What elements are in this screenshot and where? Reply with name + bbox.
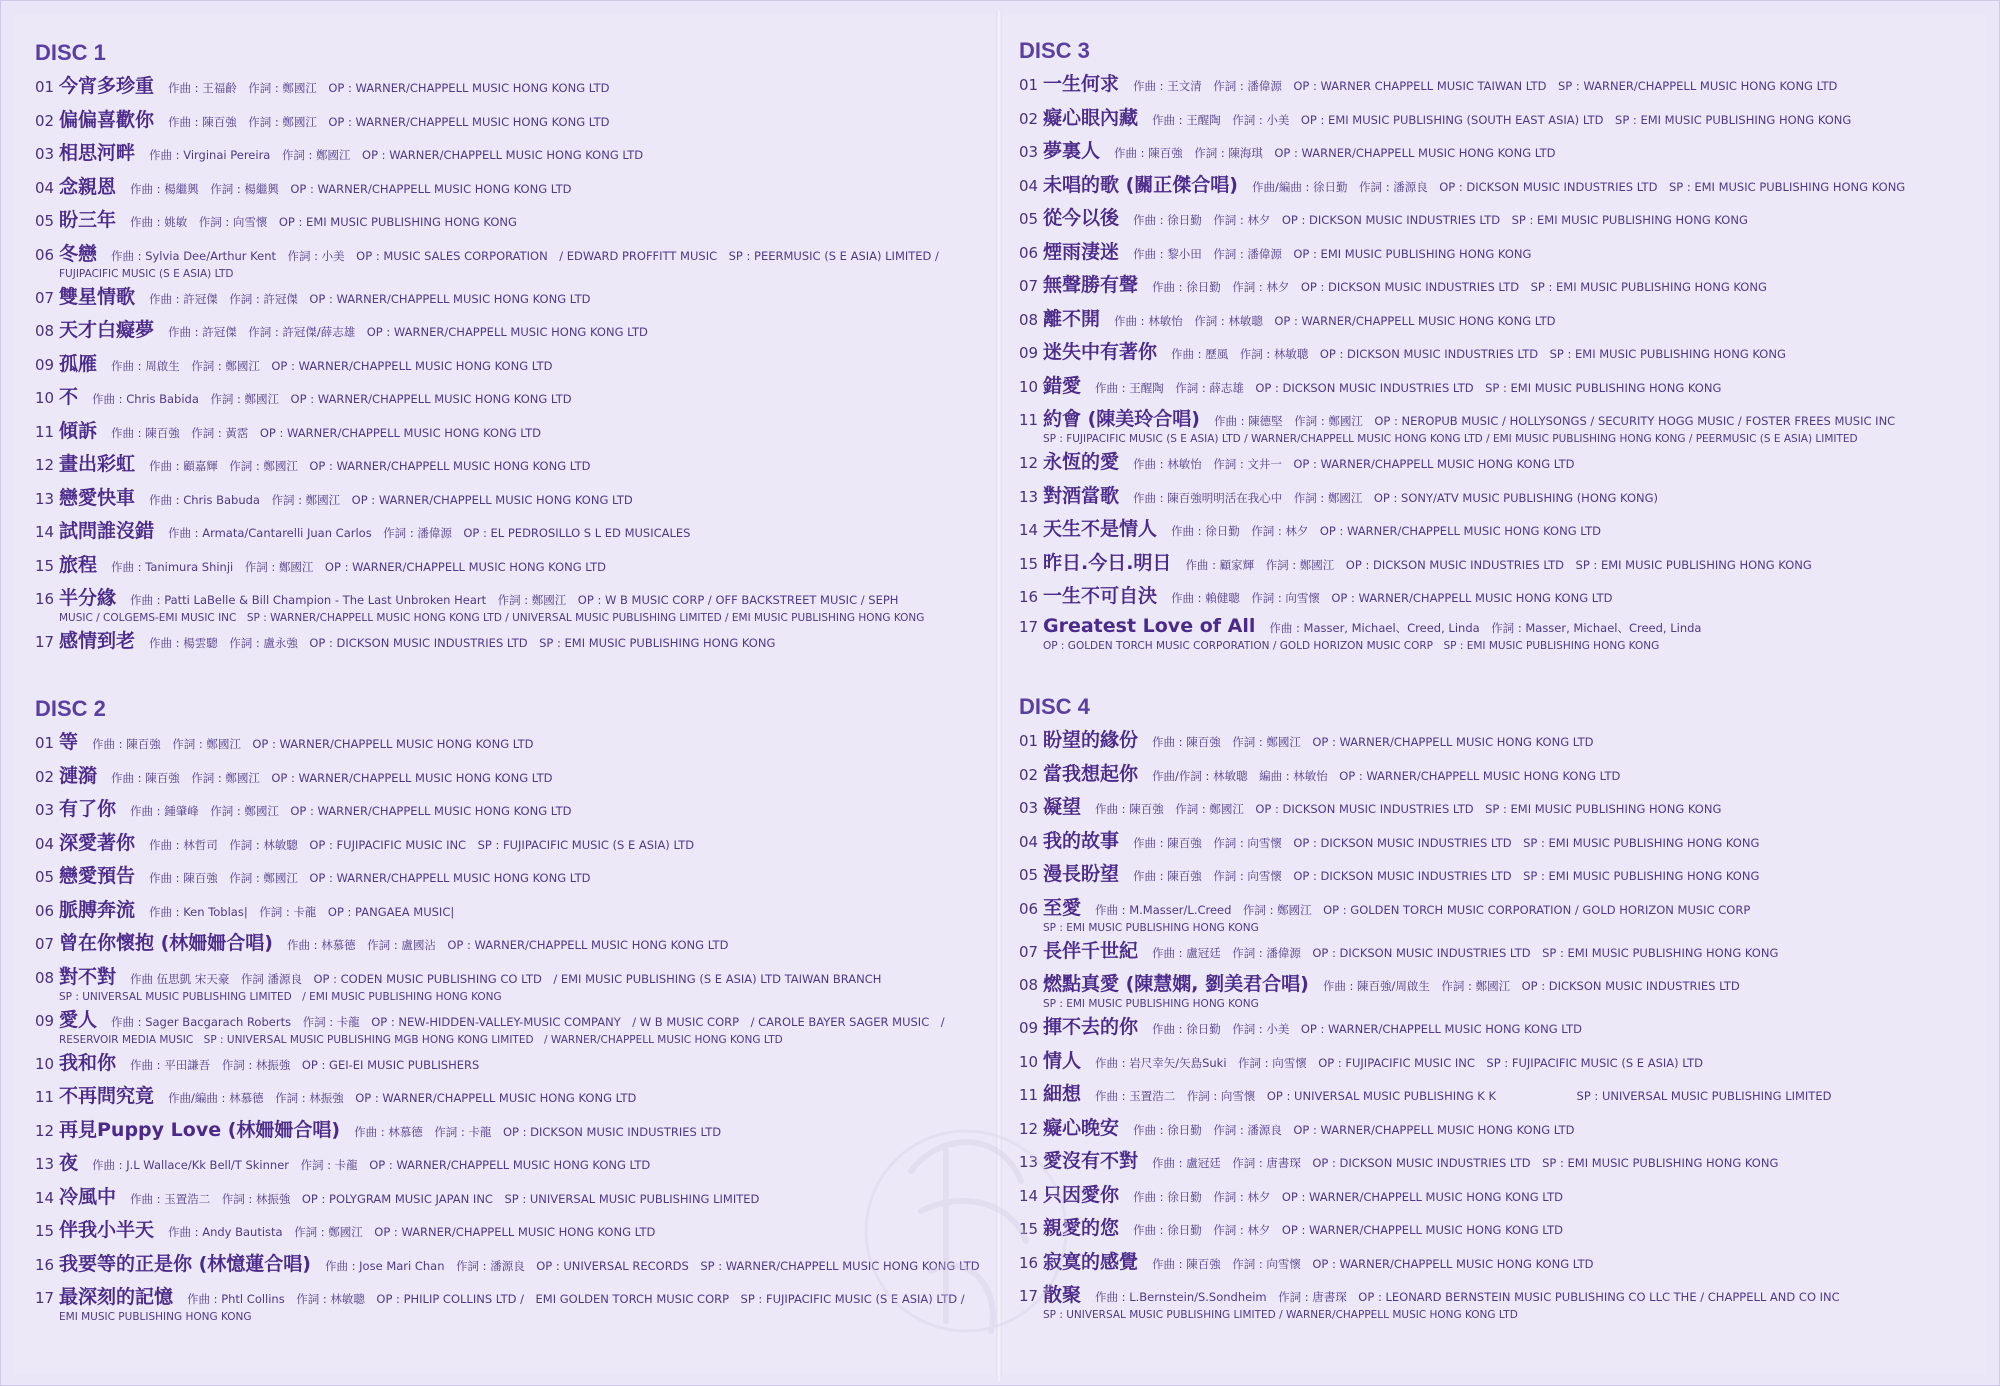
track-row [35,172,995,206]
track-title: 盼望的緣份 [1043,729,1139,751]
track-row [35,727,995,761]
track-credits-continued: SP : UNIVERSAL MUSIC PUBLISHING LIMITED / WARNER/CHAPPELL MUSIC HONG KONG LTD [1043,1309,1518,1321]
track-credits-continued: FUJIPACIFIC MUSIC (S E ASIA) LTD [59,267,234,280]
track-number: 03 [35,145,55,163]
track-title: 漣漪 [59,764,98,787]
track-number: 06 [1019,243,1039,262]
track-row [1019,203,1979,237]
track-title: 天才白癡夢 [59,319,155,341]
track-number: 06 [35,245,55,264]
track-credits: 作曲 : 玉置浩二 作詞 : 向雪懷 OP : UNIVERSAL MUSIC PUBLISHING K K SP : UNIVERSAL MUSIC PUBLISHING LIMITED [1095,1089,1832,1103]
track-credits: 作曲 : 徐日勤 作詞 : 林夕 OP : WARNER/CHAPPELL MUSIC HONG KONG LTD [1171,524,1601,538]
track-title: 錯愛 [1043,374,1082,397]
track-title: 昨日.今日.明日 [1043,551,1172,574]
track-credits: 作曲 : L.Bernstein/S.Sondheim 作詞 : 唐書琛 OP : LEONARD BERNSTEIN MUSIC PUBLISHING CO LLC THE / CHAPPELL AND CO INC [1095,1290,1840,1304]
track-title: 戀愛快車 [59,486,136,509]
track-credits: 作曲 : 徐日勤 作詞 : 林夕 OP : WARNER/CHAPPELL MUSIC HONG KONG LTD [1133,1223,1563,1237]
track-title: 夢裏人 [1043,140,1101,162]
track-credits: 作曲 : Tanimura Shinji 作詞 : 鄭國江 OP : WARNER/CHAPPELL MUSIC HONG KONG LTD [111,559,606,574]
track-row [1019,136,1979,170]
track-title: 迷失中有著你 [1043,341,1158,363]
track-row [1019,792,1979,826]
track-row [35,626,995,660]
track-credits: 作曲 : 林慕德 作詞 : 盧國沾 OP : WARNER/CHAPPELL MUSIC HONG KONG LTD [286,938,729,952]
track-credits: 作曲 : Armata/Cantarelli Juan Carlos 作詞 : 潘偉源 OP : EL PEDROSILLO S L ED MUSICALES [168,526,691,540]
track-title: 對不對 [59,965,117,988]
track-title: 凝望 [1043,796,1082,818]
track-number: 11 [1019,1086,1039,1104]
track-credits: 作曲 : 陳百強 作詞 : 鄭國江 OP : WARNER/CHAPPELL MUSIC HONG KONG LTD [149,871,591,885]
track-credits: 作曲 : 陳百強 作詞 : 向雪懷 OP : DICKSON MUSIC INDUSTRIES LTD SP : EMI MUSIC PUBLISHING HONG KONG [1133,869,1760,883]
track-number: 14 [1019,521,1039,539]
track-row [1019,725,1979,759]
track-row [35,239,995,282]
track-number: 05 [35,868,55,886]
track-title: 冷風中 [59,1185,117,1208]
calligraphy-seal-watermark [851,1091,1081,1371]
track-credits: 作曲/編曲 : 徐日勤 作詞 : 潘源良 OP : DICKSON MUSIC INDUSTRIES LTD SP : EMI MUSIC PUBLISHING HONG KONG [1251,179,1906,194]
track-row [1019,893,1979,936]
track-number: 15 [1019,554,1039,573]
track-credits: 作曲 : 賴健聰 作詞 : 向雪懷 OP : WARNER/CHAPPELL MUSIC HONG KONG LTD [1171,591,1613,605]
track-row [1019,69,1979,103]
disc-4-section [1019,689,1979,1323]
track-row [1019,969,1979,1012]
track-title: 愛人 [59,1008,98,1031]
track-title: 傾訴 [59,419,98,442]
track-credits: 作曲 : 徐日勤 作詞 : 小美 OP : WARNER/CHAPPELL MUSIC HONG KONG LTD [1152,1022,1582,1036]
track-title: 今宵多珍重 [59,75,155,97]
track-credits: 作曲 : 陳百強/周啟生 作詞 : 鄭國江 OP : DICKSON MUSIC INDUSTRIES LTD [1322,979,1740,993]
track-title: 一生不可自決 [1043,585,1158,607]
track-credits: 作曲 : 陳百強 作詞 : 鄭國江 OP : WARNER/CHAPPELL MUSIC HONG KONG LTD [1152,735,1594,749]
track-title: 未唱的歌 (關正傑合唱) [1043,173,1238,196]
track-credits: 作曲 : Andy Bautista 作詞 : 鄭國江 OP : WARNER/CHAPPELL MUSIC HONG KONG LTD [168,1225,656,1239]
track-row [1019,304,1979,338]
track-row [1019,337,1979,371]
track-credits: 作曲 : 周啟生 作詞 : 鄭國江 OP : WARNER/CHAPPELL MUSIC HONG KONG LTD [111,358,553,373]
track-number: 12 [35,456,55,474]
track-title: 永恆的愛 [1043,451,1120,473]
track-title: 揮不去的你 [1043,1016,1139,1038]
track-title: 天生不是情人 [1043,518,1158,540]
track-number: 04 [1019,832,1039,851]
track-title: 最深刻的記憶 [59,1286,174,1308]
track-title: 有了你 [59,798,117,820]
track-title: 夜 [59,1152,79,1174]
track-title: 曾在你懷抱 (林姍姍合唱) [59,932,273,954]
track-row [1019,615,1979,655]
track-title: 癡心眼內藏 [1043,106,1139,129]
track-number: 01 [35,78,55,96]
track-row [1019,1213,1979,1247]
track-credits: 作曲 : Ken Toblas| 作詞 : 卡龍 OP : PANGAEA MUSIC| [149,904,455,919]
track-credits: 作曲 : Virginai Pereira 作詞 : 鄭國江 OP : WARNER/CHAPPELL MUSIC HONG KONG LTD [149,148,644,162]
track-credits: 作曲 : 楊雲驄 作詞 : 盧永強 OP : DICKSON MUSIC INDUSTRIES LTD SP : EMI MUSIC PUBLISHING HONG KONG [149,636,776,650]
track-number: 17 [1019,617,1039,636]
track-number: 10 [1019,1052,1039,1071]
track-credits: 作曲/編曲 : 林慕德 作詞 : 林振強 OP : WARNER/CHAPPELL MUSIC HONG KONG LTD [168,1091,637,1105]
track-number: 04 [35,178,55,197]
track-credits: 作曲 : 陳百強 作詞 : 向雪懷 OP : DICKSON MUSIC INDUSTRIES LTD SP : EMI MUSIC PUBLISHING HONG KONG [1133,835,1760,850]
track-credits: 作曲 : Masser, Michael、Creed, Linda 作詞 : Masser, Michael、Creed, Linda [1269,620,1702,635]
track-number: 15 [1019,1220,1039,1238]
track-row [1019,759,1979,793]
track-title: 試問誰沒錯 [59,520,155,542]
track-title: 無聲勝有聲 [1043,274,1139,296]
track-number: 03 [35,801,55,819]
track-number: 16 [1019,1253,1039,1272]
track-credits-continued: SP : EMI MUSIC PUBLISHING HONG KONG [1043,921,1259,934]
track-credits: 作曲 : 楊繼興 作詞 : 楊繼興 OP : WARNER/CHAPPELL MUSIC HONG KONG LTD [130,181,572,196]
track-title: 煙雨淒迷 [1043,240,1120,263]
track-number: 03 [1019,799,1039,817]
track-title: 約會 (陳美玲合唱) [1043,408,1200,430]
track-credits: 作曲 : Chris Babida 作詞 : 鄭國江 OP : WARNER/CHAPPELL MUSIC HONG KONG LTD [92,392,572,406]
track-credits: 作曲 : 陳百強 作詞 : 鄭國江 OP : WARNER/CHAPPELL MUSIC HONG KONG LTD [168,114,610,129]
track-credits: 作曲 : 陳百強 作詞 : 鄭國江 OP : DICKSON MUSIC INDUSTRIES LTD SP : EMI MUSIC PUBLISHING HONG KONG [1095,802,1722,816]
track-credits: 作曲 : 姚敏 作詞 : 向雪懷 OP : EMI MUSIC PUBLISHING HONG KONG [130,215,517,229]
track-number: 02 [1019,109,1039,128]
track-number: 15 [35,1222,55,1240]
track-row [35,205,995,239]
track-title: 燃點真愛 (陳慧嫻, 劉美君合唱) [1043,973,1309,995]
track-number: 13 [35,1155,55,1173]
track-title: 念親恩 [59,175,117,198]
track-title: 至愛 [1043,896,1082,919]
track-number: 01 [1019,732,1039,750]
track-title: 深愛著你 [59,831,136,854]
track-title: 親愛的您 [1043,1217,1120,1239]
track-credits: 作曲 : 陳百強 作詞 : 黃霑 OP : WARNER/CHAPPELL MUSIC HONG KONG LTD [111,425,541,440]
track-title: 等 [59,731,79,753]
track-number: 11 [35,1088,55,1106]
disc-title: DISC 4 [1019,694,1090,719]
track-number: 08 [35,968,55,987]
track-credits: 作曲 : 林敏怡 作詞 : 林敏聰 OP : WARNER/CHAPPELL MUSIC HONG KONG LTD [1114,313,1556,328]
track-credits: 作曲 : 徐日勤 作詞 : 林夕 OP : DICKSON MUSIC INDUSTRIES LTD SP : EMI MUSIC PUBLISHING HONG KONG [1152,280,1767,294]
track-number: 09 [1019,344,1039,362]
track-title: 細想 [1043,1083,1082,1105]
track-credits-continued: SP : EMI MUSIC PUBLISHING HONG KONG [1043,998,1259,1010]
track-credits: 作曲 : Sylvia Dee/Arthur Kent 作詞 : 小美 OP : MUSIC SALES CORPORATION / EDWARD PROFFITT MUSIC SP : PEERMUSIC (S E ASIA) LIMITED / [111,248,939,263]
track-number: 06 [1019,899,1039,918]
track-title: 伴我小半天 [59,1219,155,1241]
track-title: 當我想起你 [1043,762,1139,785]
track-credits: 作曲 : 王福齡 作詞 : 鄭國江 OP : WARNER/CHAPPELL MUSIC HONG KONG LTD [168,81,610,95]
track-row [1019,859,1979,893]
track-number: 11 [35,422,55,441]
track-credits: 作曲 : 陳百強 作詞 : 鄭國江 OP : WARNER/CHAPPELL MUSIC HONG KONG LTD [92,737,534,751]
track-number: 07 [1019,277,1039,295]
track-credits: 作曲 : 王醒陶 作詞 : 小美 OP : EMI MUSIC PUBLISHING (SOUTH EAST ASIA) LTD SP : EMI MUSIC PUBLISHING HONG KONG [1152,112,1852,127]
track-number: 01 [1019,76,1039,94]
track-credits: 作曲 : 盧冠廷 作詞 : 潘偉源 OP : DICKSON MUSIC INDUSTRIES LTD SP : EMI MUSIC PUBLISHING HONG KONG [1152,945,1779,960]
track-title: 盼三年 [59,209,117,231]
track-number: 07 [1019,942,1039,961]
track-title: 只因愛你 [1043,1183,1120,1206]
track-credits: 作曲 : 顧家輝 作詞 : 鄭國江 OP : DICKSON MUSIC INDUSTRIES LTD SP : EMI MUSIC PUBLISHING HONG KONG [1185,557,1812,572]
track-credits: 作曲 : 陳百強 作詞 : 陳海琪 OP : WARNER/CHAPPELL MUSIC HONG KONG LTD [1114,146,1556,160]
track-number: 03 [1019,143,1039,161]
track-row [35,794,995,828]
track-credits: 作曲 : Patti LaBelle & Bill Champion - The Last Unbroken Heart 作詞 : 鄭國江 OP : W B MUSIC CORP / OFF BACKSTREET MUSIC / SEPH [130,593,899,607]
track-number: 17 [1019,1287,1039,1305]
track-row [1019,103,1979,137]
track-number: 04 [35,834,55,853]
track-title: 寂寞的感覺 [1043,1250,1139,1273]
track-credits: 作曲 : J.L Wallace/Kk Bell/T Skinner 作詞 : 卡龍 OP : WARNER/CHAPPELL MUSIC HONG KONG LTD [92,1158,651,1172]
track-row [1019,1113,1979,1147]
track-credits: 作曲 : 玉置浩二 作詞 : 林振強 OP : POLYGRAM MUSIC JAPAN INC SP : UNIVERSAL MUSIC PUBLISHING LIMITED [130,1191,760,1206]
track-credits: 作曲 : 林敏怡 作詞 : 文井一 OP : WARNER/CHAPPELL MUSIC HONG KONG LTD [1133,457,1575,471]
track-credits: 作曲 : 徐日勤 作詞 : 林夕 OP : WARNER/CHAPPELL MUSIC HONG KONG LTD [1133,1189,1563,1204]
track-title: 冬戀 [59,242,98,265]
track-number: 02 [1019,765,1039,784]
track-title: 長伴千世紀 [1043,939,1139,962]
track-row [35,382,995,416]
track-row [1019,548,1979,582]
track-title: 不 [59,386,79,408]
track-row [35,861,995,895]
track-row [1019,1280,1979,1323]
track-title: 癡心晚安 [1043,1116,1120,1139]
disc-3-section [1019,33,1979,655]
track-row [35,828,995,862]
track-row [35,550,995,584]
track-number: 01 [35,734,55,752]
track-title: 我要等的正是你 (林憶蓮合唱) [59,1252,311,1275]
track-credits-continued: RESERVOIR MEDIA MUSIC SP : UNIVERSAL MUSIC PUBLISHING MGB HONG KONG LIMITED / WARNER/CHAPPELL MUSIC HONG KONG LTD [59,1033,783,1046]
track-number: 09 [1019,1019,1039,1037]
track-title: 再見Puppy Love (林姍姍合唱) [59,1118,341,1141]
disc-title: DISC 2 [35,696,106,721]
track-number: 16 [35,1255,55,1274]
track-row [35,761,995,795]
track-row [1019,481,1979,515]
track-title: 孤雁 [59,352,98,375]
track-number: 17 [35,633,55,651]
track-number: 16 [1019,588,1039,606]
track-title: 畫出彩虹 [59,453,136,475]
track-credits: 作曲 : 王文清 作詞 : 潘偉源 OP : WARNER CHAPPELL MUSIC TAIWAN LTD SP : WARNER/CHAPPELL MUSIC HONG KONG LTD [1133,79,1838,93]
track-number: 13 [1019,487,1039,506]
track-credits: 作曲 : 陳百強明明活在我心中 作詞 : 鄭國江 OP : SONY/ATV MUSIC PUBLISHING (HONG KONG) [1133,490,1659,505]
track-row [35,449,995,483]
track-row [1019,514,1979,548]
track-row [35,928,995,962]
track-title: 偏偏喜歡你 [59,108,155,131]
track-number: 07 [35,288,55,307]
track-number: 13 [35,489,55,508]
track-row [35,583,995,626]
disc-title: DISC 3 [1019,38,1090,63]
track-credits: 作曲 : 黎小田 作詞 : 潘偉源 OP : EMI MUSIC PUBLISHING HONG KONG [1133,246,1532,261]
track-title: 對酒當歌 [1043,484,1120,507]
track-number: 07 [35,935,55,953]
track-credits: 作曲 : 王醒陶 作詞 : 薛志雄 OP : DICKSON MUSIC INDUSTRIES LTD SP : EMI MUSIC PUBLISHING HONG KONG [1095,380,1722,395]
track-credits: 作曲 : 顧嘉輝 作詞 : 鄭國江 OP : WARNER/CHAPPELL MUSIC HONG KONG LTD [149,459,591,473]
track-number: 16 [35,590,55,608]
track-title: 旅程 [59,553,98,576]
track-row [1019,1079,1979,1113]
track-credits-continued: OP : GOLDEN TORCH MUSIC CORPORATION / GOLD HORIZON MUSIC CORP SP : EMI MUSIC PUBLISHING HONG KONG [1043,639,1660,652]
track-row [35,516,995,550]
track-credits: 作曲 伍思凱 宋天豪 作詞 潘源良 OP : CODEN MUSIC PUBLISHING CO LTD / EMI MUSIC PUBLISHING (S E ASIA) LTD TAIWAN BRANCH [130,971,882,986]
track-row [35,1048,995,1082]
track-number: 08 [1019,976,1039,994]
track-row [35,282,995,316]
track-number: 11 [1019,411,1039,429]
track-row [1019,170,1979,204]
track-number: 10 [35,1054,55,1073]
track-title: 漫長盼望 [1043,863,1120,885]
track-credits: 作曲 : Sager Bacgarach Roberts 作詞 : 卡龍 OP : NEW-HIDDEN-VALLEY-MUSIC COMPANY / W B MUSIC CORP / CAROLE BAYER SAGER MUSIC / [111,1014,945,1029]
track-number: 09 [35,1011,55,1030]
track-credits: 作曲 : 歷風 作詞 : 林敏聰 OP : DICKSON MUSIC INDUSTRIES LTD SP : EMI MUSIC PUBLISHING HONG KONG [1171,347,1786,361]
track-row [35,962,995,1005]
track-title: 不再問究竟 [59,1085,155,1107]
track-row [1019,1012,1979,1046]
track-title: 脈膊奔流 [59,898,136,921]
track-title: 情人 [1043,1049,1082,1072]
track-title: 我的故事 [1043,829,1120,852]
track-row [35,138,995,172]
track-credits: 作曲 : M.Masser/L.Creed 作詞 : 鄭國江 OP : GOLDEN TORCH MUSIC CORPORATION / GOLD HORIZON MUSIC CORP [1095,902,1751,917]
track-title: 半分緣 [59,587,117,609]
track-row [1019,826,1979,860]
track-credits: 作曲 : 徐日勤 作詞 : 林夕 OP : DICKSON MUSIC INDUSTRIES LTD SP : EMI MUSIC PUBLISHING HONG KONG [1133,213,1748,227]
track-title: 雙星情歌 [59,285,136,308]
track-number: 10 [1019,377,1039,396]
track-number: 05 [35,212,55,230]
track-title: 相思河畔 [59,142,136,164]
track-number: 08 [1019,310,1039,329]
track-credits-continued: SP : UNIVERSAL MUSIC PUBLISHING LIMITED / EMI MUSIC PUBLISHING HONG KONG [59,990,502,1003]
track-title: 從今以後 [1043,207,1120,229]
track-credits: 作曲 : 陳德堅 作詞 : 鄭國江 OP : NEROPUB MUSIC / HOLLYSONGS / SECURITY HOGG MUSIC / FOSTER FREES MUSIC INC [1213,414,1896,428]
track-number: 05 [1019,866,1039,884]
track-credits-continued: MUSIC / COLGEMS-EMI MUSIC INC SP : WARNER/CHAPPELL MUSIC HONG KONG LTD / UNIVERSAL MUSIC PUBLISHING LIMITED / EMI MUSIC PUBLISHING HONG KONG [59,612,925,624]
track-number: 12 [1019,454,1039,472]
track-row [1019,404,1979,447]
track-row [1019,1247,1979,1281]
track-number: 14 [35,523,55,541]
track-number: 05 [1019,210,1039,228]
track-credits: 作曲 : Jose Mari Chan 作詞 : 潘源良 OP : UNIVERSAL RECORDS SP : WARNER/CHAPPELL MUSIC HONG KONG LTD [324,1258,980,1273]
disc-1-section [35,35,995,660]
track-row [35,349,995,383]
track-title: 我和你 [59,1051,117,1074]
track-row [35,315,995,349]
track-row [1019,936,1979,970]
track-credits: 作曲 : 林哲司 作詞 : 林敏驄 OP : FUJIPACIFIC MUSIC INC SP : FUJIPACIFIC MUSIC (S E ASIA) LTD [149,837,695,852]
disc-title: DISC 1 [35,40,106,65]
track-title: 一生何求 [1043,73,1120,95]
track-row [1019,1146,1979,1180]
track-row [35,71,995,105]
track-title: Greatest Love of All [1043,614,1256,637]
track-number: 12 [35,1121,55,1140]
track-number: 06 [35,901,55,920]
track-number: 08 [35,322,55,340]
track-row [35,483,995,517]
track-number: 13 [1019,1153,1039,1171]
track-title: 愛沒有不對 [1043,1150,1139,1172]
track-row [1019,371,1979,405]
track-number: 17 [35,1289,55,1307]
track-row [35,105,995,139]
track-row [1019,270,1979,304]
track-credits: 作曲 : 平田謙吾 作詞 : 林振強 OP : GEI-EI MUSIC PUBLISHERS [130,1057,480,1072]
track-number: 15 [35,556,55,575]
track-credits: 作曲 : 岩尺幸矢/矢島Suki 作詞 : 向雪懷 OP : FUJIPACIFIC MUSIC INC SP : FUJIPACIFIC MUSIC (S E ASIA) LTD [1095,1055,1703,1070]
track-title: 離不開 [1043,307,1101,330]
track-credits: 作曲 : 林慕德 作詞 : 卡龍 OP : DICKSON MUSIC INDUSTRIES LTD [354,1124,722,1139]
track-title: 戀愛預告 [59,865,136,887]
track-number: 10 [35,389,55,407]
track-credits-continued: SP : FUJIPACIFIC MUSIC (S E ASIA) LTD / WARNER/CHAPPELL MUSIC HONG KONG LTD / EMI MUSIC PUBLISHING HONG KONG / PEERMUSIC (S E ASIA) LIMITED [1043,433,1858,445]
track-number: 09 [35,355,55,374]
track-row [35,895,995,929]
track-number: 02 [35,767,55,786]
track-credits: 作曲 : 陳百強 作詞 : 鄭國江 OP : WARNER/CHAPPELL MUSIC HONG KONG LTD [111,770,553,785]
track-credits: 作曲 : 陳百強 作詞 : 向雪懷 OP : WARNER/CHAPPELL MUSIC HONG KONG LTD [1152,1256,1594,1271]
track-credits: 作曲 : 許冠傑 作詞 : 許冠傑/薛志雄 OP : WARNER/CHAPPELL MUSIC HONG KONG LTD [168,325,648,339]
track-number: 02 [35,111,55,130]
track-row [1019,581,1979,615]
track-row [1019,1046,1979,1080]
track-number: 14 [35,1188,55,1207]
track-number: 14 [1019,1186,1039,1205]
track-credits: 作曲/作詞 : 林敏聰 編曲 : 林敏怡 OP : WARNER/CHAPPELL MUSIC HONG KONG LTD [1152,768,1621,783]
track-row [35,416,995,450]
track-number: 12 [1019,1119,1039,1138]
track-row [1019,1180,1979,1214]
track-credits: 作曲 : 許冠傑 作詞 : 許冠傑 OP : WARNER/CHAPPELL MUSIC HONG KONG LTD [149,291,591,306]
track-row [1019,447,1979,481]
track-credits: 作曲 : Chris Babuda 作詞 : 鄭國江 OP : WARNER/CHAPPELL MUSIC HONG KONG LTD [149,492,633,507]
track-number: 04 [1019,176,1039,195]
track-credits: 作曲 : Phtl Collins 作詞 : 林敏聰 OP : PHILIP COLLINS LTD / EMI GOLDEN TORCH MUSIC CORP SP : FUJIPACIFIC MUSIC (S E ASIA) LTD / [187,1292,965,1306]
track-credits: 作曲 : 鍾肇峰 作詞 : 鄭國江 OP : WARNER/CHAPPELL MUSIC HONG KONG LTD [130,804,572,818]
track-row [1019,237,1979,271]
track-title: 散聚 [1043,1284,1082,1306]
track-credits-continued: EMI MUSIC PUBLISHING HONG KONG [59,1311,252,1323]
track-row [35,1005,995,1048]
track-title: 感情到老 [59,630,136,652]
track-credits: 作曲 : 徐日勤 作詞 : 潘源良 OP : WARNER/CHAPPELL MUSIC HONG KONG LTD [1133,1122,1575,1137]
track-credits: 作曲 : 盧冠廷 作詞 : 唐書琛 OP : DICKSON MUSIC INDUSTRIES LTD SP : EMI MUSIC PUBLISHING HONG KONG [1152,1156,1779,1170]
